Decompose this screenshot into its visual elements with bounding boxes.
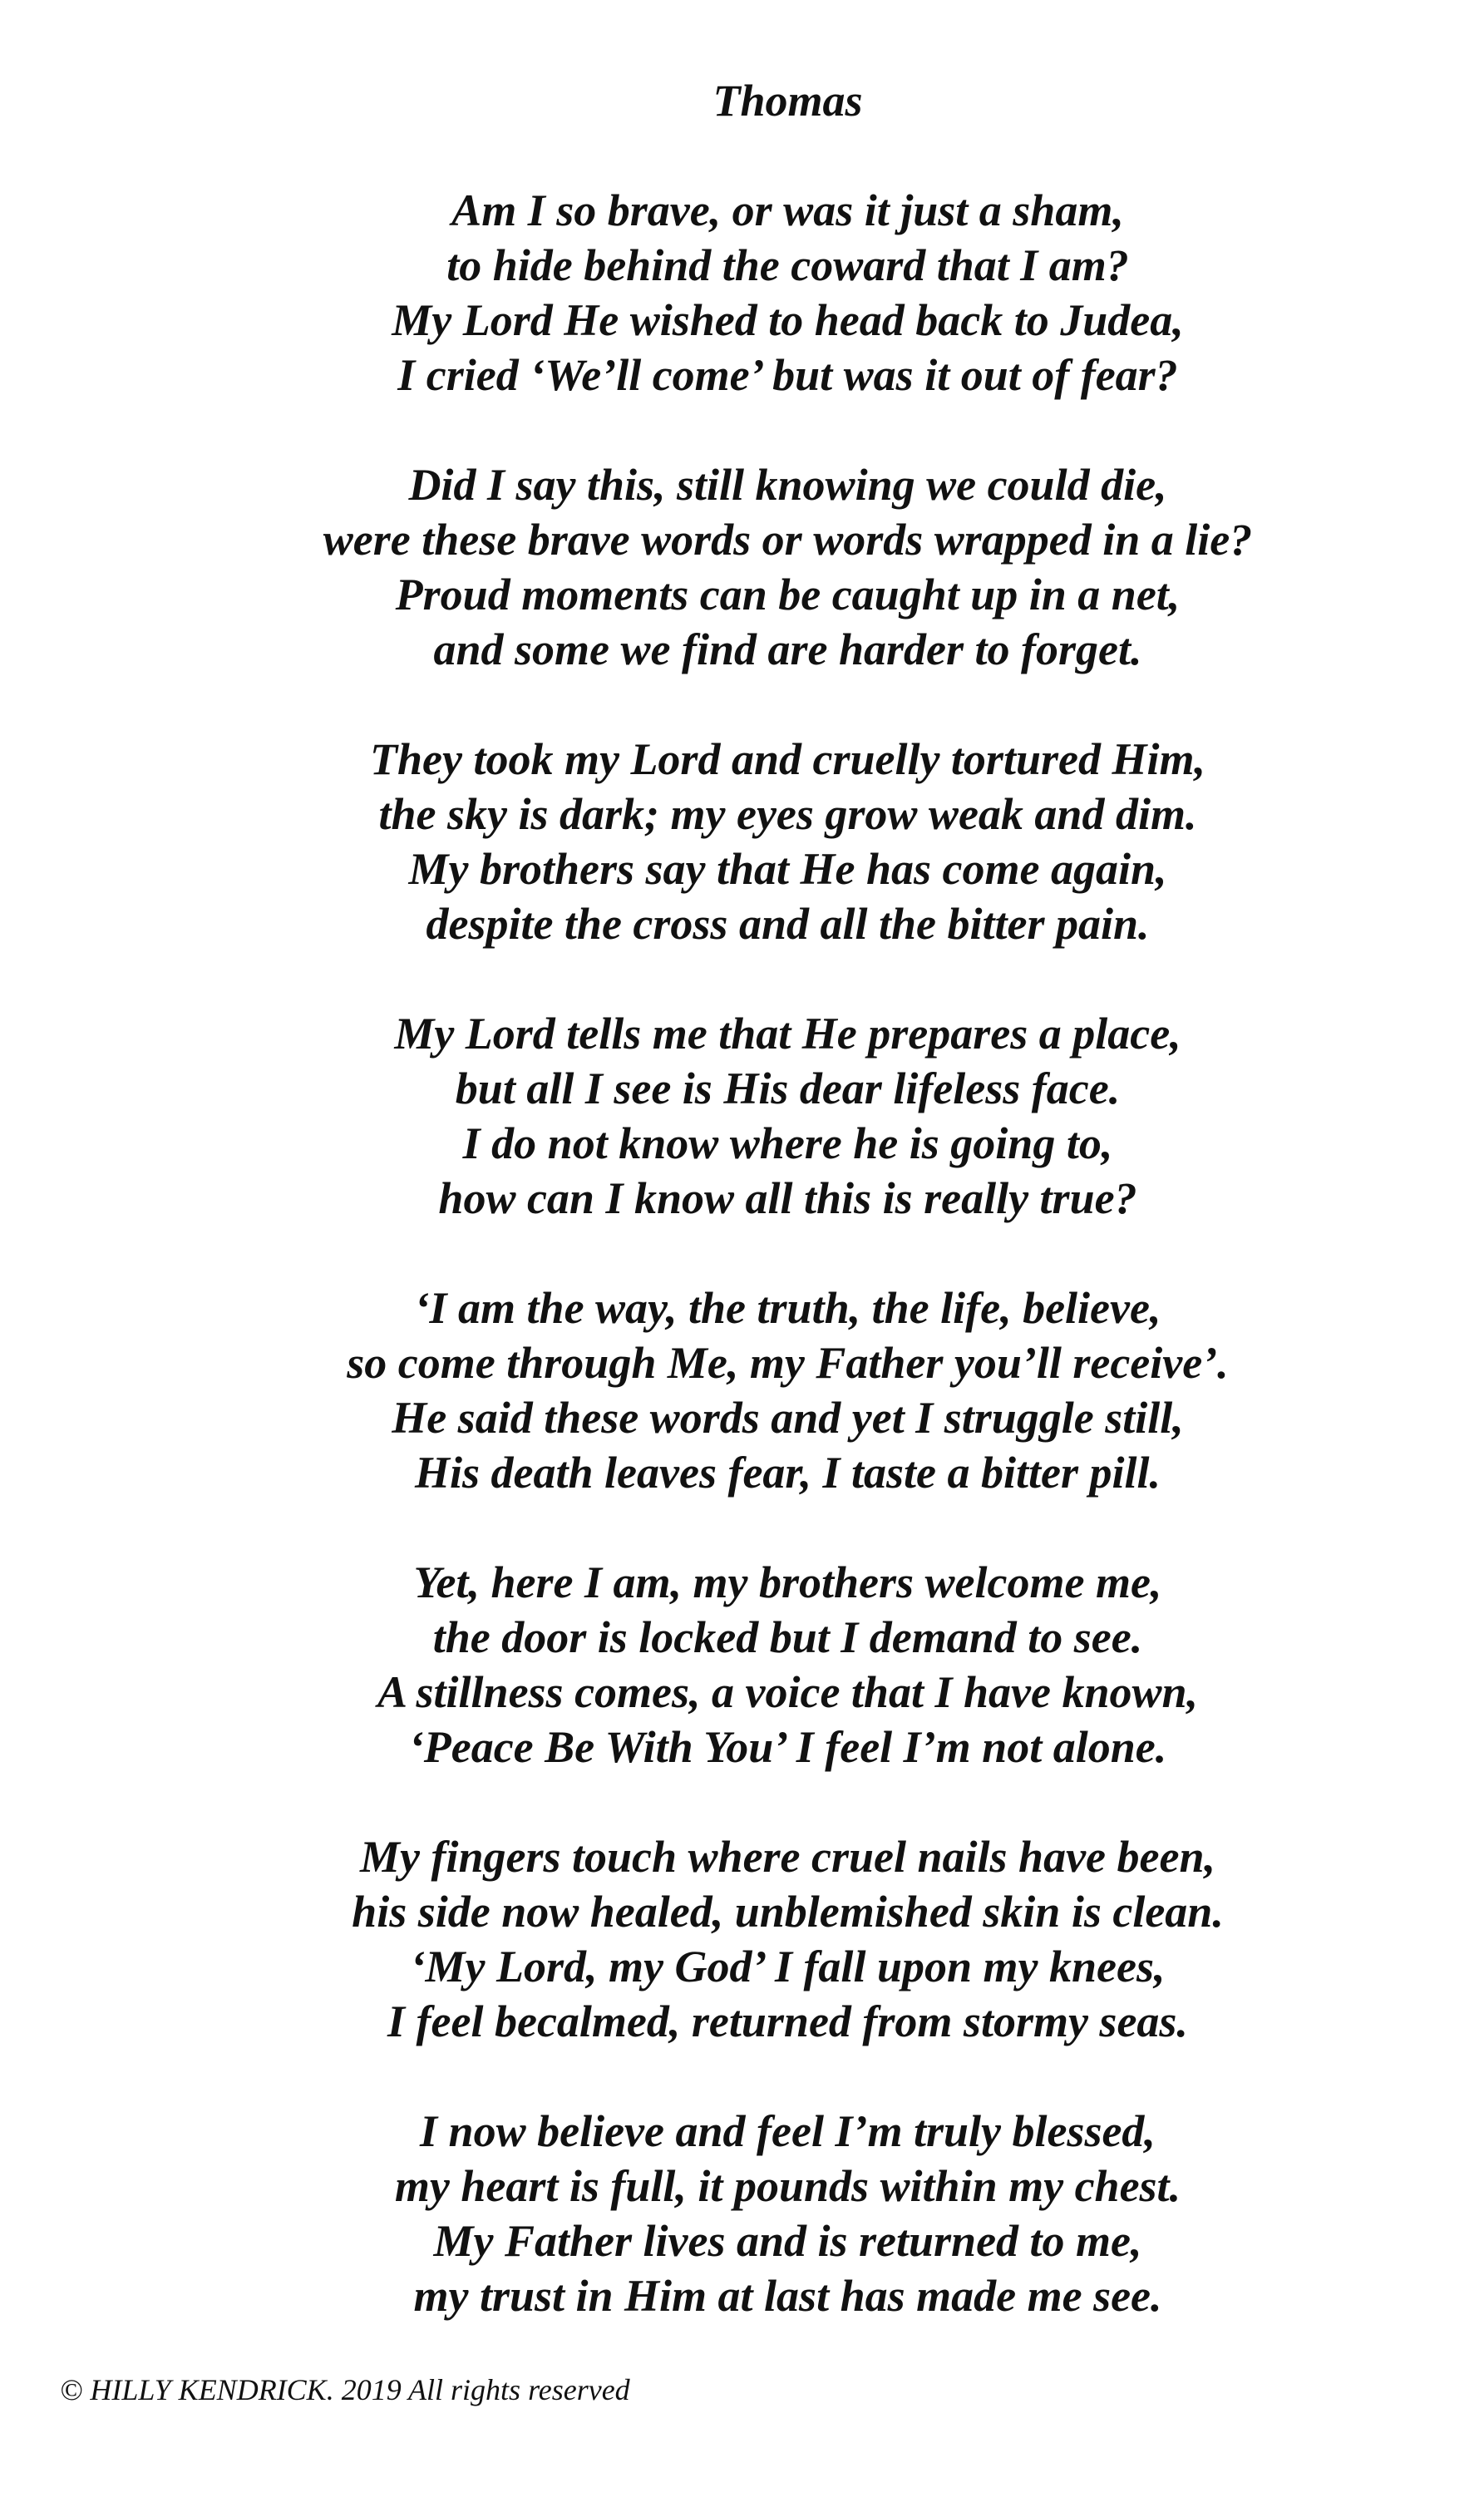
poem-line: ‘My Lord, my God’ I fall upon my knees, <box>410 1942 1166 1991</box>
poem-line: how can I know all this is really true? <box>438 1173 1137 1223</box>
poem-line: A stillness comes, a voice that I have known, <box>377 1667 1199 1717</box>
copyright-notice: © HILLY KENDRICK. 2019 All rights reserved <box>60 2373 630 2406</box>
poem-line: Did I say this, still knowing we could die, <box>408 460 1167 510</box>
poem-line: ‘I am the way, the truth, the life, believe, <box>414 1283 1161 1333</box>
poem-line: He said these words and yet I struggle still, <box>392 1393 1184 1443</box>
poem-line: so come through Me, my Father you’ll receive’. <box>347 1338 1229 1388</box>
stanza-5 <box>91 1281 1484 1500</box>
stanza-1 <box>91 183 1484 402</box>
poem-line: My Lord tells me that He prepares a place, <box>394 1009 1181 1059</box>
poem-line: ‘Peace Be With You’ I feel I’m not alone. <box>408 1722 1167 1772</box>
stanza-4 <box>91 1006 1484 1226</box>
poem-line: my trust in Him at last has made me see. <box>413 2271 1162 2321</box>
poem-line: my heart is full, it pounds within my chest. <box>394 2161 1181 2211</box>
poem-line: his side now healed, unblemished skin is clean. <box>352 1887 1224 1937</box>
poem-line: His death leaves fear, I taste a bitter pill. <box>415 1448 1161 1498</box>
poem-line: My fingers touch where cruel nails have been, <box>359 1832 1215 1882</box>
poem-line: Proud moments can be caught up in a net, <box>395 570 1181 619</box>
poem-line: and some we find are harder to forget. <box>433 624 1142 674</box>
poem-line: I now believe and feel I’m truly blessed, <box>420 2106 1156 2156</box>
stanza-8 <box>91 2104 1484 2323</box>
poem-line: to hide behind the coward that I am? <box>446 240 1129 290</box>
poem-body <box>0 183 1484 2378</box>
poem-line: the sky is dark; my eyes grow weak and dim. <box>378 789 1197 839</box>
poem-line: the door is locked but I demand to see. <box>432 1612 1143 1662</box>
poem-line: but all I see is His dear lifeless face. <box>455 1064 1121 1113</box>
stanza-6 <box>91 1555 1484 1774</box>
poem-line: I cried ‘We’ll come’ but was it out of fear? <box>397 350 1178 400</box>
poem-line: were these brave words or words wrapped in a lie? <box>323 515 1253 565</box>
poem-line: I do not know where he is going to, <box>462 1118 1113 1168</box>
poem-line: They took my Lord and cruelly tortured Him, <box>370 734 1205 784</box>
poem-title: Thomas <box>712 76 863 126</box>
poem-line: I feel becalmed, returned from stormy seas. <box>387 1996 1188 2046</box>
poem-line: Yet, here I am, my brothers welcome me, <box>413 1557 1162 1607</box>
poem-line: My Lord He wished to head back to Judea, <box>392 295 1184 345</box>
poem-line: My Father lives and is returned to me, <box>433 2216 1142 2266</box>
stanza-3 <box>91 732 1484 951</box>
poem-line: despite the cross and all the bitter pain. <box>426 899 1150 949</box>
poem-line: Am I so brave, or was it just a sham, <box>451 185 1124 235</box>
poem-line: My brothers say that He has come again, <box>408 844 1167 894</box>
stanza-2 <box>91 457 1484 677</box>
stanza-7 <box>91 1829 1484 2049</box>
